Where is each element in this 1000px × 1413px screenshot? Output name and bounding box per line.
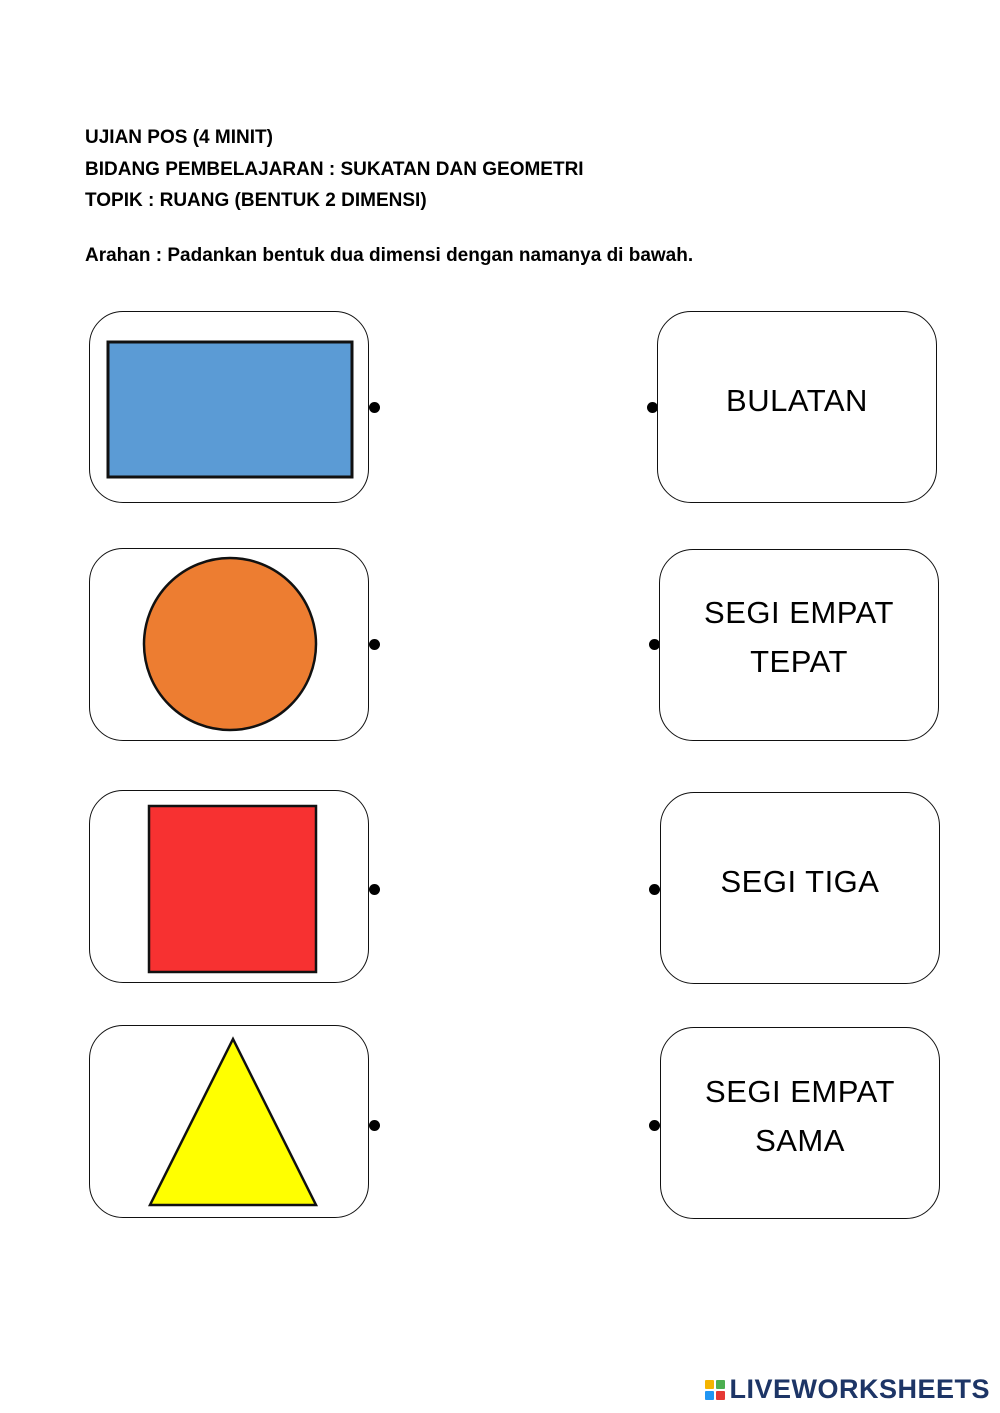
label-segi-empat-sama bbox=[660, 1066, 940, 1166]
label-1-line1: BULATAN bbox=[726, 382, 868, 418]
instruction-text: Arahan : Padankan bentuk dua dimensi dengan namanya di bawah. bbox=[85, 245, 694, 266]
header-learning-area: BIDANG PEMBELAJARAN : SUKATAN DAN GEOMETRI bbox=[85, 158, 584, 180]
left-dot-3[interactable] bbox=[369, 884, 380, 895]
header-test-title: UJIAN POS (4 MINIT) bbox=[85, 127, 273, 148]
triangle-shape bbox=[150, 1039, 316, 1205]
logo-square-i bbox=[716, 1380, 725, 1389]
left-dot-4[interactable] bbox=[369, 1120, 380, 1131]
left-dot-2[interactable] bbox=[369, 639, 380, 650]
label-segi-tiga bbox=[660, 853, 940, 909]
brand-name: LIVEWORKSHEETS bbox=[729, 1374, 990, 1404]
right-dot-4[interactable] bbox=[649, 1120, 660, 1131]
logo-mark-icon bbox=[705, 1380, 725, 1400]
label-4-line2: SAMA bbox=[755, 1123, 845, 1158]
logo-square-l bbox=[705, 1380, 714, 1389]
header-topic: TOPIK : RUANG (BENTUK 2 DIMENSI) bbox=[85, 190, 427, 211]
circle-shape bbox=[144, 558, 316, 730]
liveworksheets-logo bbox=[705, 1374, 990, 1405]
logo-square-e bbox=[716, 1391, 725, 1400]
logo-square-v bbox=[705, 1391, 714, 1400]
label-3-line1: SEGI TIGA bbox=[720, 863, 880, 899]
label-2-line2: TEPAT bbox=[750, 644, 848, 679]
label-2-line1: SEGI EMPAT bbox=[704, 595, 894, 630]
right-dot-3[interactable] bbox=[649, 884, 660, 895]
label-segi-empat-tepat bbox=[659, 587, 939, 687]
label-4-line1: SEGI EMPAT bbox=[705, 1074, 895, 1109]
rectangle-shape bbox=[108, 342, 352, 477]
label-bulatan bbox=[657, 372, 937, 428]
square-shape bbox=[149, 806, 316, 972]
left-dot-1[interactable] bbox=[369, 402, 380, 413]
